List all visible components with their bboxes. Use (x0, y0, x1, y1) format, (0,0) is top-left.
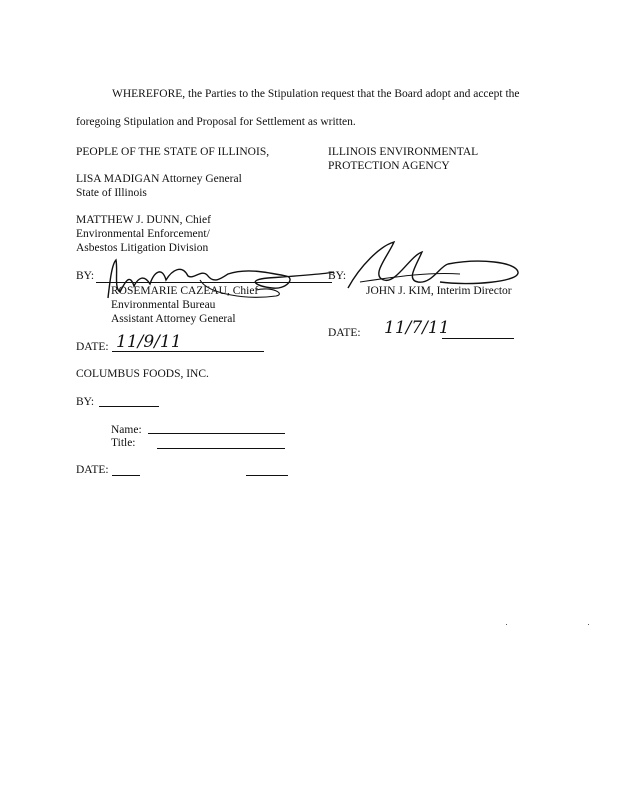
chief-division-line-2: Asbestos Litigation Division (76, 242, 209, 254)
scan-speck (588, 624, 589, 625)
columbus-name-label: Name: (111, 424, 142, 436)
people-heading: PEOPLE OF THE STATE OF ILLINOIS, (76, 146, 270, 158)
paragraph-line-1: WHEREFORE, the Parties to the Stipulation request that the Board adopt and accept the (112, 88, 520, 100)
people-by-label: BY: (76, 270, 95, 282)
iepa-date-value: 11/7/11 (384, 318, 450, 338)
chief-division-line-1: Environmental Enforcement/ (76, 228, 210, 240)
attorney-general-name: LISA MADIGAN Attorney General (76, 173, 242, 185)
columbus-heading: COLUMBUS FOODS, INC. (76, 368, 209, 380)
columbus-date-line-right (246, 475, 288, 476)
chief-name: MATTHEW J. DUNN, Chief (76, 214, 211, 226)
columbus-date-label: DATE: (76, 464, 109, 476)
iepa-signer: JOHN J. KIM, Interim Director (366, 285, 512, 297)
attorney-general-state: State of Illinois (76, 187, 147, 199)
people-date-label: DATE: (76, 341, 109, 353)
columbus-name-line (148, 433, 285, 434)
signer-name: ROSEMARIE CAZEAU, Chief (111, 285, 259, 297)
iepa-heading-line-2: PROTECTION AGENCY (328, 160, 450, 172)
scan-speck (506, 624, 507, 625)
columbus-by-line (99, 406, 159, 407)
signer-bureau: Environmental Bureau (111, 299, 216, 311)
signer-title: Assistant Attorney General (111, 313, 236, 325)
paragraph-line-2: foregoing Stipulation and Proposal for Settlement as written. (76, 116, 356, 128)
columbus-title-line (157, 448, 285, 449)
people-date-value: 11/9/11 (116, 332, 182, 352)
iepa-date-line (442, 338, 514, 339)
iepa-by-label: BY: (328, 270, 347, 282)
iepa-date-label: DATE: (328, 327, 361, 339)
columbus-by-label: BY: (76, 396, 95, 408)
columbus-date-line-left (112, 475, 140, 476)
columbus-title-label: Title: (111, 437, 136, 449)
iepa-heading-line-1: ILLINOIS ENVIRONMENTAL (328, 146, 479, 158)
